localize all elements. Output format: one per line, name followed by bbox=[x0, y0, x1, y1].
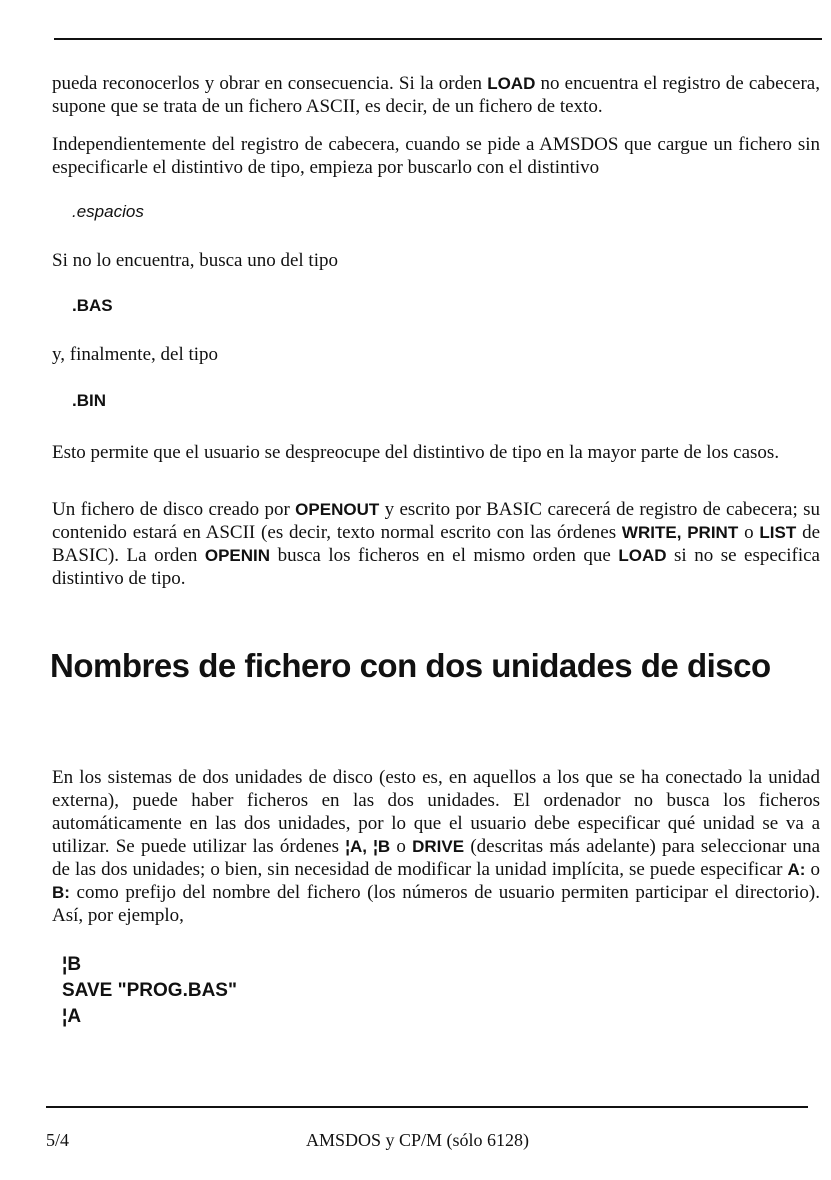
keyword-load: LOAD bbox=[487, 74, 536, 93]
extension-bin: .BIN bbox=[72, 391, 106, 410]
paragraph-not-found: Si no lo encuentra, busca uno del tipo bbox=[52, 250, 338, 271]
keyword-write-print: WRITE, PRINT bbox=[621, 523, 739, 542]
keyword-b-colon: B: bbox=[52, 883, 70, 902]
keyword-openin: OPENIN bbox=[204, 546, 271, 565]
extension-bas: .BAS bbox=[72, 296, 113, 315]
code-line: SAVE "PROG.BAS" bbox=[62, 980, 237, 1001]
code-example bbox=[62, 952, 237, 1030]
footer-rule bbox=[46, 1106, 808, 1108]
paragraph-type-search: Independientemente del registro de cabecera, cuando se pide a AMSDOS que cargue un fichero sin especificarle el distintivo de tipo, empieza por buscarlo con el distintivo bbox=[52, 134, 820, 178]
code-line: ¦B bbox=[62, 954, 82, 975]
keyword-openout: OPENOUT bbox=[295, 500, 380, 519]
paragraph-openout: Un fichero de disco creado por OPENOUT y escrito por BASIC carecerá de registro de cabecera; su contenido estará en ASCII (es decir, texto normal escrito con las órdenes WRITE, PRINT o LIST de BASIC). La orden OPENIN busca los ficheros en el mismo orden que LOAD si no se especifica distintivo de tipo. bbox=[52, 499, 821, 589]
keyword-list: LIST bbox=[759, 523, 797, 542]
keyword-bar-a-b: ¦A, ¦B bbox=[345, 837, 391, 856]
paragraph-finally: y, finalmente, del tipo bbox=[52, 344, 219, 365]
extension-espacios: .espacios bbox=[72, 202, 144, 221]
keyword-load-2: LOAD bbox=[618, 546, 667, 565]
code-line: ¦A bbox=[62, 1006, 82, 1027]
header-rule bbox=[54, 38, 822, 40]
paragraph-user-convenience: Esto permite que el usuario se despreocupe del distintivo de tipo en la mayor parte de los casos. bbox=[52, 442, 780, 463]
paragraph-load-header: pueda reconocerlos y obrar en consecuencia. Si la orden LOAD no encuentra el registro de cabecera, supone que se trata de un fichero ASCII, es decir, de un fichero de texto. bbox=[52, 73, 820, 117]
section-heading: Nombres de fichero con dos unidades de disco bbox=[50, 647, 771, 684]
footer-title: AMSDOS y CP/M (sólo 6128) bbox=[306, 1130, 530, 1150]
keyword-a-colon: A: bbox=[787, 860, 806, 879]
paragraph-two-drives: En los sistemas de dos unidades de disco (esto es, en aquellos a los que se ha conectado la unidad externa), puede haber ficheros en las dos unidades. El ordenador no busca los ficheros automáticamente en las dos unidades, por lo que el usuario debe especificar qué unidad se va a utilizar. Se puede utilizar las órdenes ¦A, ¦B o DRIVE (descritas más adelante) para seleccionar una de las dos unidades; o bien, sin necesidad de modificar la unidad implícita, se puede especificar A: o B: como prefijo del nombre del fichero (los números de usuario permiten participar el directorio). Así, por ejemplo, bbox=[52, 767, 821, 926]
keyword-drive: DRIVE bbox=[412, 837, 465, 856]
page-number: 5/4 bbox=[46, 1130, 70, 1150]
